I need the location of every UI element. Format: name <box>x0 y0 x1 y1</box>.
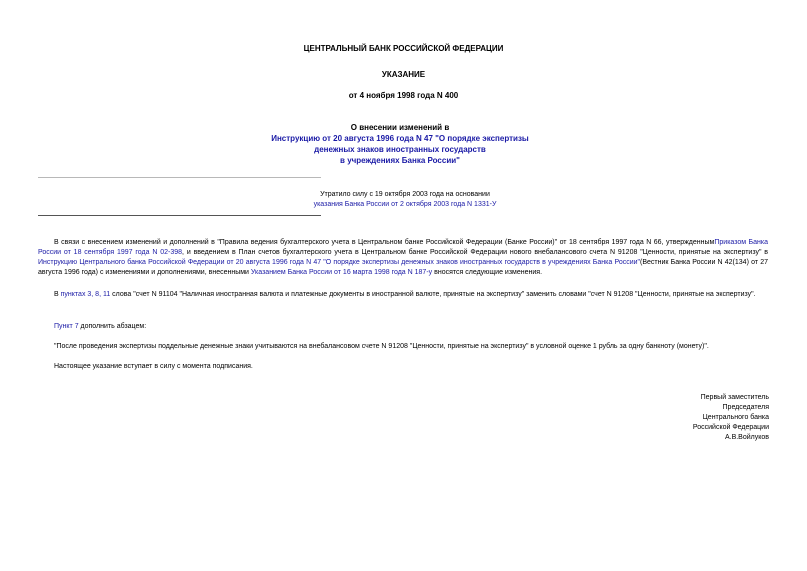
divider-bottom <box>38 215 321 216</box>
title-link-line-2[interactable]: Инструкцию от 20 августа 1996 года N 47 "О порядке экспертизы <box>271 134 529 143</box>
organization-heading: ЦЕНТРАЛЬНЫЙ БАНК РОССИЙСКОЙ ФЕДЕРАЦИИ <box>303 44 504 53</box>
title-link-line-3[interactable]: денежных знаков иностранных государств <box>314 145 486 154</box>
title-line-1: О внесении изменений в <box>350 123 450 132</box>
repeal-note-link[interactable]: указания Банка России от 2 октября 2003 года N 1331-У <box>313 201 497 208</box>
p2-text-a: В <box>54 291 61 298</box>
signature-line-1: Первый заместитель <box>700 394 769 401</box>
paragraph-1 <box>38 238 768 278</box>
p1-link-directive[interactable]: Указанием Банка России от 16 марта 1998 года N 187-у <box>250 269 433 276</box>
paragraph-4: "После проведения экспертизы поддельные денежные знаки учитываются на внебалансовом счете N 91208 "Ценности, принятые на экспертизу" в условной оценке 1 рубль за одну банкноту (монету)". <box>54 343 709 350</box>
p1-text-d: вносятся следующие изменения. <box>432 269 543 276</box>
document-type-heading: УКАЗАНИЕ <box>381 70 426 79</box>
p2-text-b: слова "счет N 91104 "Наличная иностранная валюта и платежные документы в иностранной валюте, принятые на экспертизу" заменить словами "счет N 91208 "Ценности, принятые на экспертизу". <box>110 291 756 298</box>
signature-name: А.В.Войлуков <box>724 434 769 441</box>
repeal-note <box>200 190 610 210</box>
p2-link-points[interactable]: пунктах 3, 8, 11 <box>60 291 111 298</box>
p3-link-point7[interactable]: Пункт 7 <box>54 323 79 330</box>
p1-link-order[interactable]: Приказом Банка России от 18 сентября 1997 года N 02-398 <box>38 239 768 256</box>
p1-text-c: (Вестник Банка России N 42(134) от 27 августа 1996 года) с изменениями и дополнениями, внесенными <box>38 259 768 276</box>
signature-block <box>693 393 769 443</box>
signature-line-2: Председателя <box>722 404 769 411</box>
document-date-number: от 4 ноября 1998 года N 400 <box>348 91 459 100</box>
paragraph-3 <box>38 322 768 332</box>
signature-line-4: Российской Федерации <box>692 424 769 431</box>
divider-top <box>38 177 321 178</box>
p3-text: дополнить абзацем: <box>78 323 147 330</box>
repeal-note-text: Утратило силу с 19 октября 2003 года на основании <box>320 191 490 198</box>
p1-link-instruction[interactable]: Инструкцию Центрального банка Российской Федерации от 20 августа 1996 года N 47 "О порядке экспертизы денежных знаков иностранных государств в учреждениях Банка России" <box>38 259 641 266</box>
paragraph-2 <box>38 290 768 300</box>
document-title <box>180 122 620 166</box>
paragraph-5: Настоящее указание вступает в силу с момента подписания. <box>54 363 253 370</box>
p1-text-a: В связи с внесением изменений и дополнений в "Правила ведения бухгалтерского учета в Центральном банке Российской Федерации (Банке России)" от 18 сентября 1997 года N 66, утвержденным <box>54 239 715 246</box>
title-link-line-4[interactable]: в учреждениях Банка России" <box>340 156 460 165</box>
p1-text-b: , и введением в План счетов бухгалтерского учета в Центральном банке Российской Федерации нового внебалансового счета N 91208 "Ценности, принятые на экспертизу" в <box>182 249 768 256</box>
signature-line-3: Центрального банка <box>702 414 769 421</box>
